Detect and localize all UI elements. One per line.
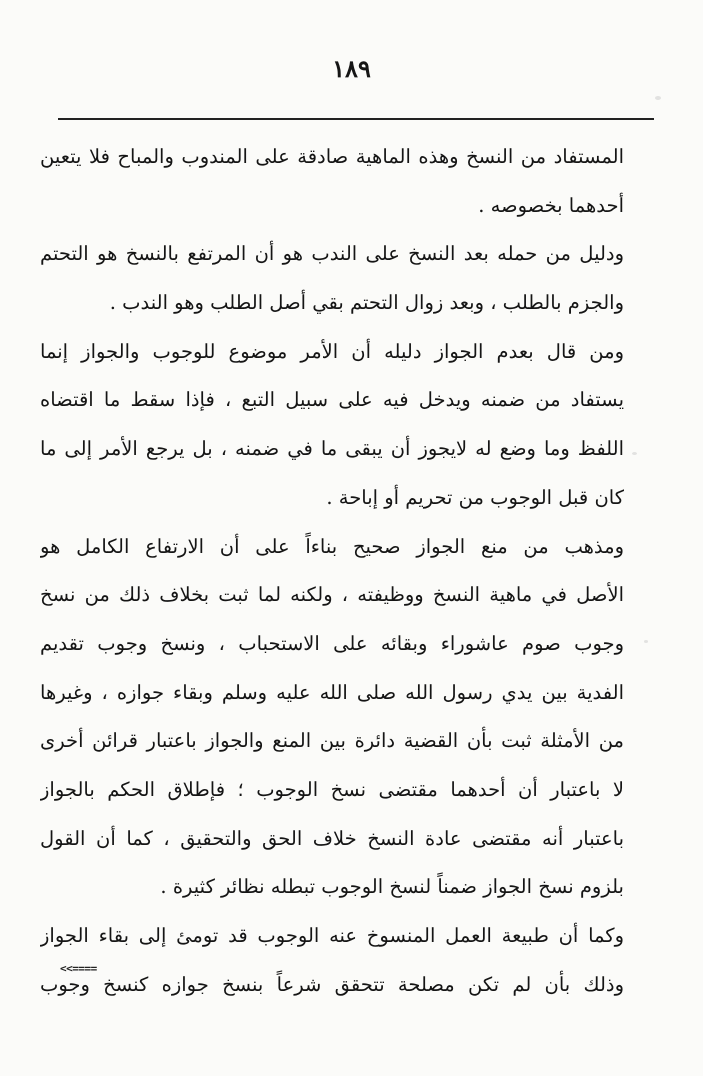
- text-line: أحدهما بخصوصه .: [478, 193, 624, 217]
- text-line: باعتبار أنه مقتضى عادة النسخ خلاف الحق والتحقيق ، كما أن القول: [40, 826, 624, 850]
- text-line: ودليل من حمله بعد النسخ على الندب هو أن المرتفع بالنسخ هو التحتم: [40, 242, 624, 266]
- text-line: وجوب صوم عاشوراء وبقائه على الاستحباب ، ونسخ وجوب تقديم: [40, 631, 624, 655]
- text-line: ومذهب من منع الجواز صحيح بناءاً على أن الارتفاع الكامل هو: [40, 534, 624, 558]
- text-line: كان قبل الوجوب من تحريم أو إباحة .: [326, 485, 624, 509]
- bleed-through-mark: [632, 452, 637, 455]
- bleed-through-mark: [655, 96, 661, 100]
- text-line: وذلك بأن لم تكن مصلحة تتحقق شرعاً بنسخ جوازه كنسخ وجوب: [40, 972, 624, 996]
- text-line: والجزم بالطلب ، وبعد زوال التحتم بقي أصل الطلب وهو الندب .: [109, 291, 624, 315]
- continuation-marker: <<====: [60, 962, 97, 975]
- text-line: ومن قال بعدم الجواز دليله أن الأمر موضوع للوجوب والجواز إنما: [40, 339, 624, 363]
- text-line: بلزوم نسخ الجواز ضمناً لنسخ الوجوب تبطله نظائر كثيرة .: [160, 875, 624, 899]
- text-line: المستفاد من النسخ وهذه الماهية صادقة على المندوب والمباح فلا يتعين: [40, 145, 624, 168]
- text-line: الأصل في ماهية النسخ ووظيفته ، ولكنه لما ثبت بخلاف ذلك من نسخ: [40, 583, 624, 607]
- text-line: وكما أن طبيعة العمل المنسوخ عنه الوجوب قد تومئ إلى بقاء الجواز: [40, 924, 624, 947]
- header-divider: [58, 118, 654, 120]
- text-line: يستفاد من ضمنه ويدخل فيه على سبيل التبع ، فإذا سقط ما اقتضاه: [40, 388, 624, 412]
- text-line: اللفظ وما وضع له لايجوز أن يبقى ما في ضمنه ، بل يرجع الأمر إلى ما: [40, 437, 624, 461]
- text-line: من الأمثلة ثبت بأن القضية دائرة بين المنع والجواز باعتبار قرائن أخرى: [40, 729, 624, 753]
- page-number: ١٨٩: [332, 54, 371, 83]
- bleed-through-mark: [644, 640, 648, 643]
- text-line: لا باعتبار أن أحدهما مقتضى نسخ الوجوب ؛ فإطلاق الحكم بالجواز: [40, 777, 624, 801]
- body-text: [40, 133, 624, 1009]
- text-line: الفدية بين يدي رسول الله صلى الله عليه وسلم وبقاء جوازه ، وغيرها: [40, 680, 624, 704]
